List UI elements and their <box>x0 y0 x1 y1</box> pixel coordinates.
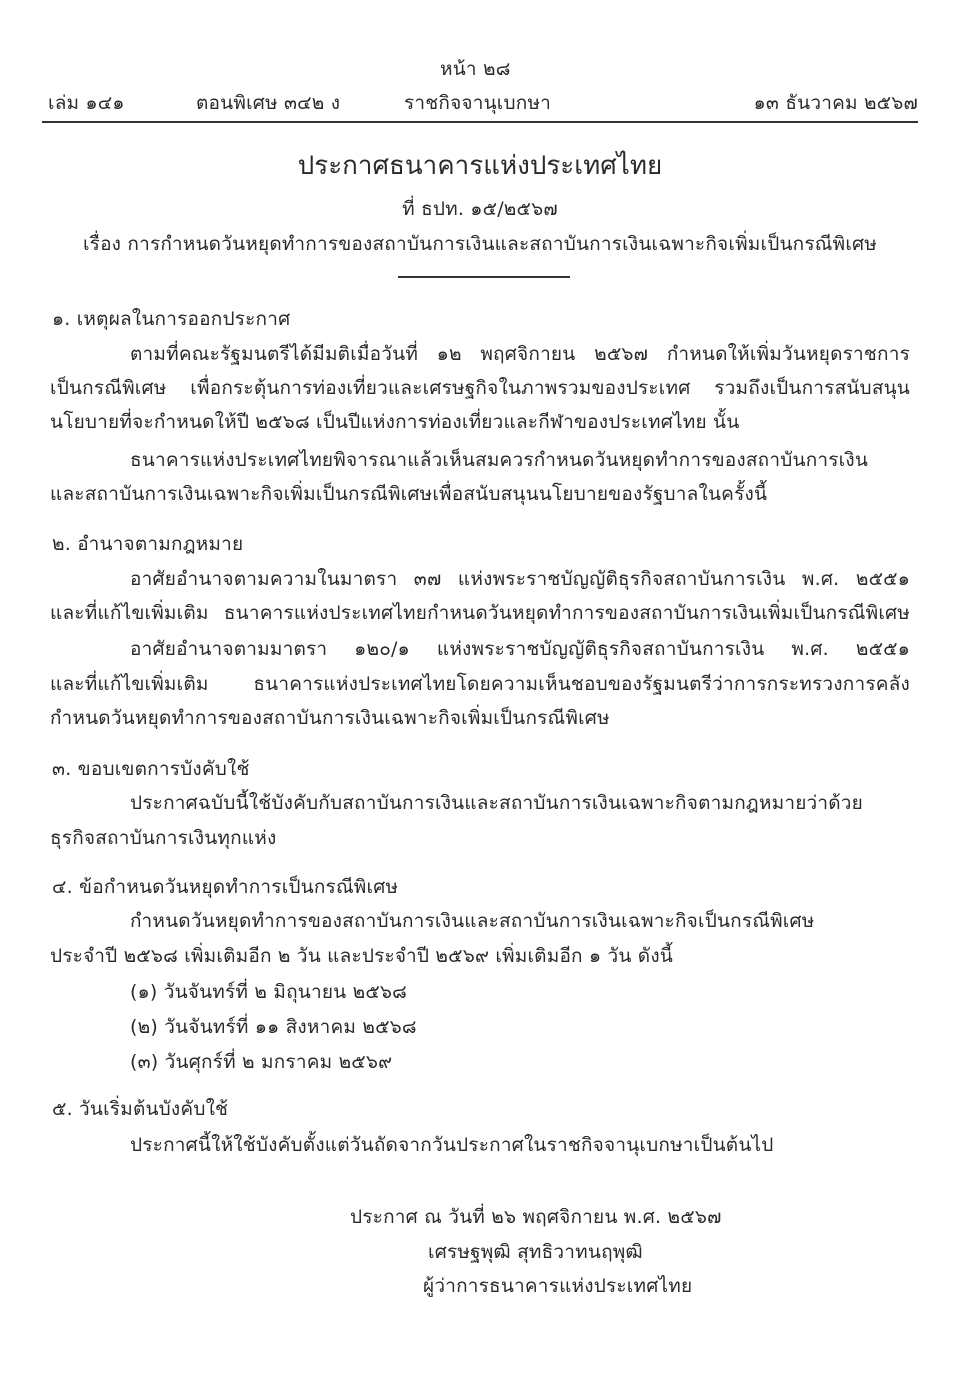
section-5-heading: ๕. วันเริ่มต้นบังคับใช้ <box>52 1098 229 1120</box>
section-2-line-1: อาศัยอำนาจตามความในมาตรา ๓๗ แห่งพระราชบัญญัติธุรกิจสถาบันการเงิน พ.ศ. ๒๕๕๑ <box>130 568 910 590</box>
holiday-item-1: (๑) วันจันทร์ที่ ๒ มิถุนายน ๒๕๖๘ <box>130 981 408 1003</box>
holiday-item-2: (๒) วันจันทร์ที่ ๑๑ สิงหาคม ๒๕๖๘ <box>130 1016 417 1038</box>
section-1-heading: ๑. เหตุผลในการออกประกาศ <box>52 308 291 330</box>
holiday-item-3: (๓) วันศุกร์ที่ ๒ มกราคม ๒๕๖๙ <box>130 1051 393 1073</box>
publication-date: ๑๓ ธันวาคม ๒๕๖๗ <box>753 92 918 114</box>
signatory-name: เศรษฐพุฒิ สุทธิวาทนฤพุฒิ <box>428 1241 643 1263</box>
header-divider <box>42 121 918 123</box>
section-3-heading: ๓. ขอบเขตการบังคับใช้ <box>52 758 250 780</box>
signature-date: ประกาศ ณ วันที่ ๒๖ พฤศจิกายน พ.ศ. ๒๕๖๗ <box>350 1206 722 1228</box>
section-3-line-1: ประกาศฉบับนี้ใช้บังคับกับสถาบันการเงินและสถาบันการเงินเฉพาะกิจตามกฎหมายว่าด้วย <box>130 792 863 814</box>
section-4-line-2: ประจำปี ๒๕๖๘ เพิ่มเติมอีก ๒ วัน และประจำปี ๒๕๖๙ เพิ่มเติมอีก ๑ วัน ดังนี้ <box>50 945 673 967</box>
section-1-line-3: นโยบายที่จะกำหนดให้ปี ๒๕๖๘ เป็นปีแห่งการท่องเที่ยวและกีฬาของประเทศไทย นั้น <box>50 411 740 433</box>
section-1-line-2: เป็นกรณีพิเศษ เพื่อกระตุ้นการท่องเที่ยวและเศรษฐกิจในภาพรวมของประเทศ รวมถึงเป็นการสนับสนุน <box>50 377 910 399</box>
signatory-position: ผู้ว่าการธนาคารแห่งประเทศไทย <box>423 1275 693 1297</box>
section-1-line-1: ตามที่คณะรัฐมนตรีได้มีมติเมื่อวันที่ ๑๒ พฤศจิกายน ๒๕๖๗ กำหนดให้เพิ่มวันหยุดราชการ <box>130 343 910 365</box>
section-5-line-1: ประกาศนี้ให้ใช้บังคับตั้งแต่วันถัดจากวันประกาศในราชกิจจานุเบกษาเป็นต้นไป <box>130 1134 774 1156</box>
section-4-line-1: กำหนดวันหยุดทำการของสถาบันการเงินและสถาบันการเงินเฉพาะกิจเป็นกรณีพิเศษ <box>130 910 815 932</box>
section-4-heading: ๔. ข้อกำหนดวันหยุดทำการเป็นกรณีพิเศษ <box>52 876 399 898</box>
section-2-line-2: และที่แก้ไขเพิ่มเติม ธนาคารแห่งประเทศไทยกำหนดวันหยุดทำการของสถาบันการเงินเพิ่มเป็นกรณีพิเศษ <box>50 602 910 624</box>
announcement-number: ที่ ธปท. ๑๕/๒๕๖๗ <box>402 198 558 220</box>
title-divider <box>398 276 570 278</box>
section-2-heading: ๒. อำนาจตามกฎหมาย <box>52 533 244 555</box>
page-number: หน้า ๒๘ <box>440 58 511 80</box>
section-3-line-2: ธุรกิจสถาบันการเงินทุกแห่ง <box>50 827 277 849</box>
section-2-line-3: อาศัยอำนาจตามมาตรา ๑๒๐/๑ แห่งพระราชบัญญัติธุรกิจสถาบันการเงิน พ.ศ. ๒๕๕๑ <box>130 638 910 660</box>
section-2-line-5: กำหนดวันหยุดทำการของสถาบันการเงินเฉพาะกิจเพิ่มเป็นกรณีพิเศษ <box>50 707 610 729</box>
volume-number: เล่ม ๑๔๑ <box>48 92 125 114</box>
announcement-title: ประกาศธนาคารแห่งประเทศไทย <box>297 151 663 181</box>
special-section: ตอนพิเศษ ๓๔๒ ง <box>196 92 341 114</box>
announcement-subject: เรื่อง การกำหนดวันหยุดทำการของสถาบันการเงินและสถาบันการเงินเฉพาะกิจเพิ่มเป็นกรณีพิเศษ <box>82 233 878 255</box>
section-2-line-4: และที่แก้ไขเพิ่มเติม ธนาคารแห่งประเทศไทยโดยความเห็นชอบของรัฐมนตรีว่าการกระทรวงการคลัง <box>50 673 910 695</box>
publication-name: ราชกิจจานุเบกษา <box>404 92 552 114</box>
section-1-line-5: และสถาบันการเงินเฉพาะกิจเพิ่มเป็นกรณีพิเศษเพื่อสนับสนุนนโยบายของรัฐบาลในครั้งนี้ <box>50 483 768 505</box>
section-1-line-4: ธนาคารแห่งประเทศไทยพิจารณาแล้วเห็นสมควรกำหนดวันหยุดทำการของสถาบันการเงิน <box>130 449 869 471</box>
